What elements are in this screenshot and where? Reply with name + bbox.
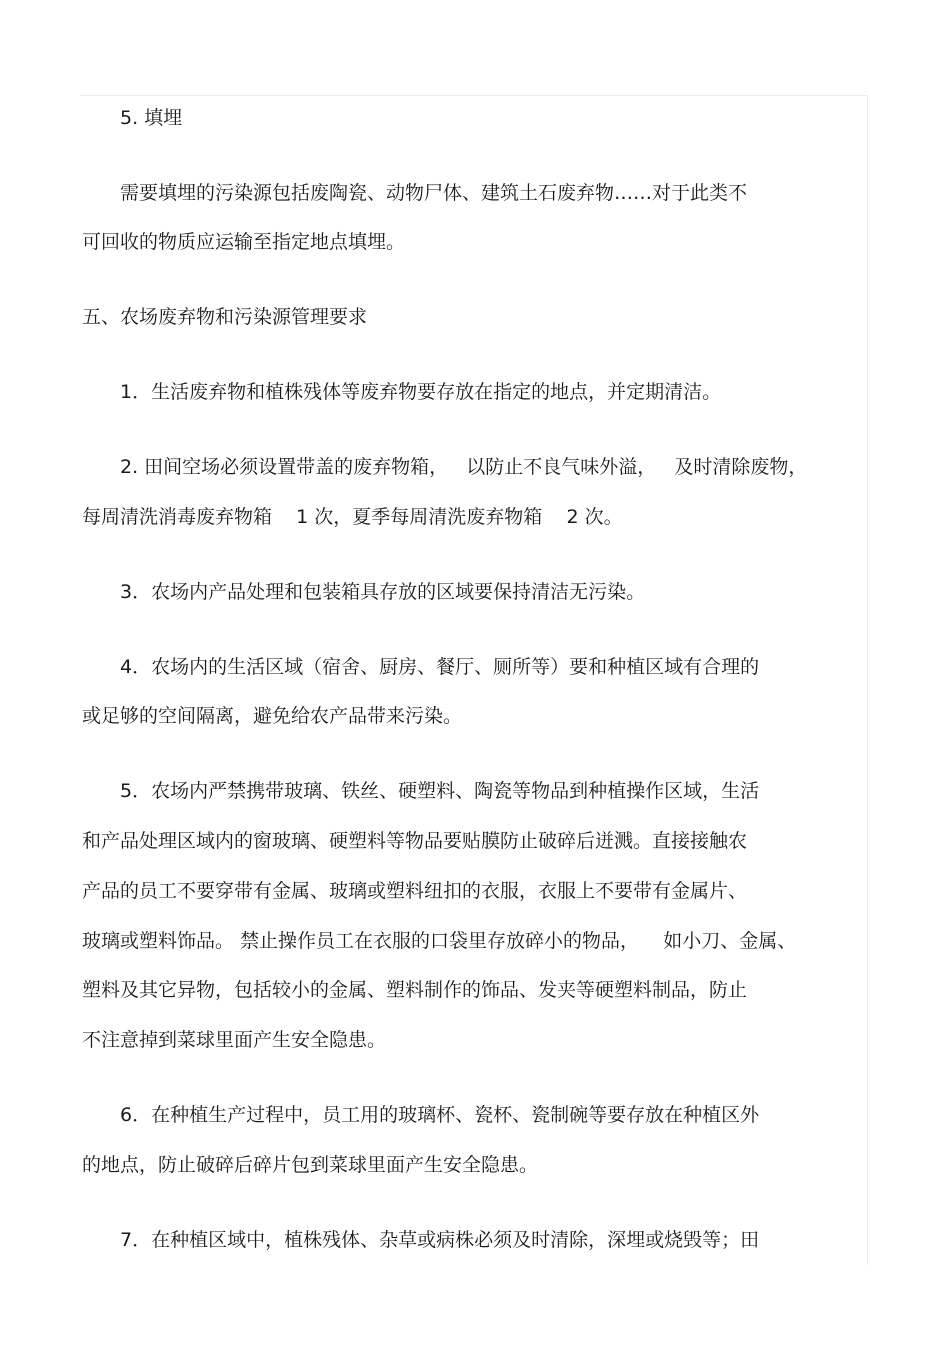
- paragraph-line: 玻璃或塑料饰品。 禁止操作员工在衣服的口袋里存放碎小的物品， 如小刀、金属、: [82, 930, 797, 952]
- list-item-5: 5．农场内严禁携带玻璃、铁丝、硬塑料、陶瓷等物品到种植操作区域，生活: [120, 780, 760, 802]
- paragraph-line: 不注意掉到菜球里面产生安全隐患。: [82, 1029, 387, 1051]
- list-item-3: 3．农场内产品处理和包装箱具存放的区域要保持清洁无污染。: [120, 581, 646, 603]
- paragraph-line: 和产品处理区域内的窗玻璃、硬塑料等物品要贴膜防止破碎后迸溅。直接接触农: [82, 830, 748, 852]
- section-heading: 五、农场废弃物和污染源管理要求: [82, 306, 368, 328]
- paragraph-line: 或足够的空间隔离，避免给农产品带来污染。: [82, 705, 463, 727]
- paragraph-line: 的地点，防止破碎后碎片包到菜球里面产生安全隐患。: [82, 1154, 539, 1176]
- paragraph-line: 每周清洗消毒废弃物箱 1 次，夏季每周清洗废弃物箱 2 次。: [82, 506, 623, 528]
- list-item-4: 4．农场内的生活区域（宿舍、厨房、餐厅、厕所等）要和种植区域有合理的: [120, 656, 760, 678]
- heading-landfill: 5. 填埋: [120, 107, 183, 129]
- list-item-2: 2. 田间空场必须设置带盖的废弃物箱， 以防止不良气味外溢， 及时清除废物，: [120, 456, 808, 478]
- list-item-1: 1．生活废弃物和植株残体等废弃物要存放在指定的地点，并定期清洁。: [120, 381, 722, 403]
- paragraph-line: 产品的员工不要穿带有金属、玻璃或塑料纽扣的衣服，衣服上不要带有金属片、: [82, 880, 748, 902]
- paragraph-line: 可回收的物质应运输至指定地点填埋。: [82, 231, 406, 253]
- page-frame: [80, 95, 868, 1265]
- list-item-6: 6．在种植生产过程中，员工用的玻璃杯、瓷杯、瓷制碗等要存放在种植区外: [120, 1104, 760, 1126]
- paragraph-line: 塑料及其它异物，包括较小的金属、塑料制作的饰品、发夹等硬塑料制品，防止: [82, 979, 748, 1001]
- paragraph-line: 需要填埋的污染源包括废陶瓷、动物尸体、建筑土石废弃物……对于此类不: [120, 182, 748, 204]
- list-item-7: 7．在种植区域中，植株残体、杂草或病株必须及时清除，深埋或烧毁等；田: [120, 1229, 760, 1251]
